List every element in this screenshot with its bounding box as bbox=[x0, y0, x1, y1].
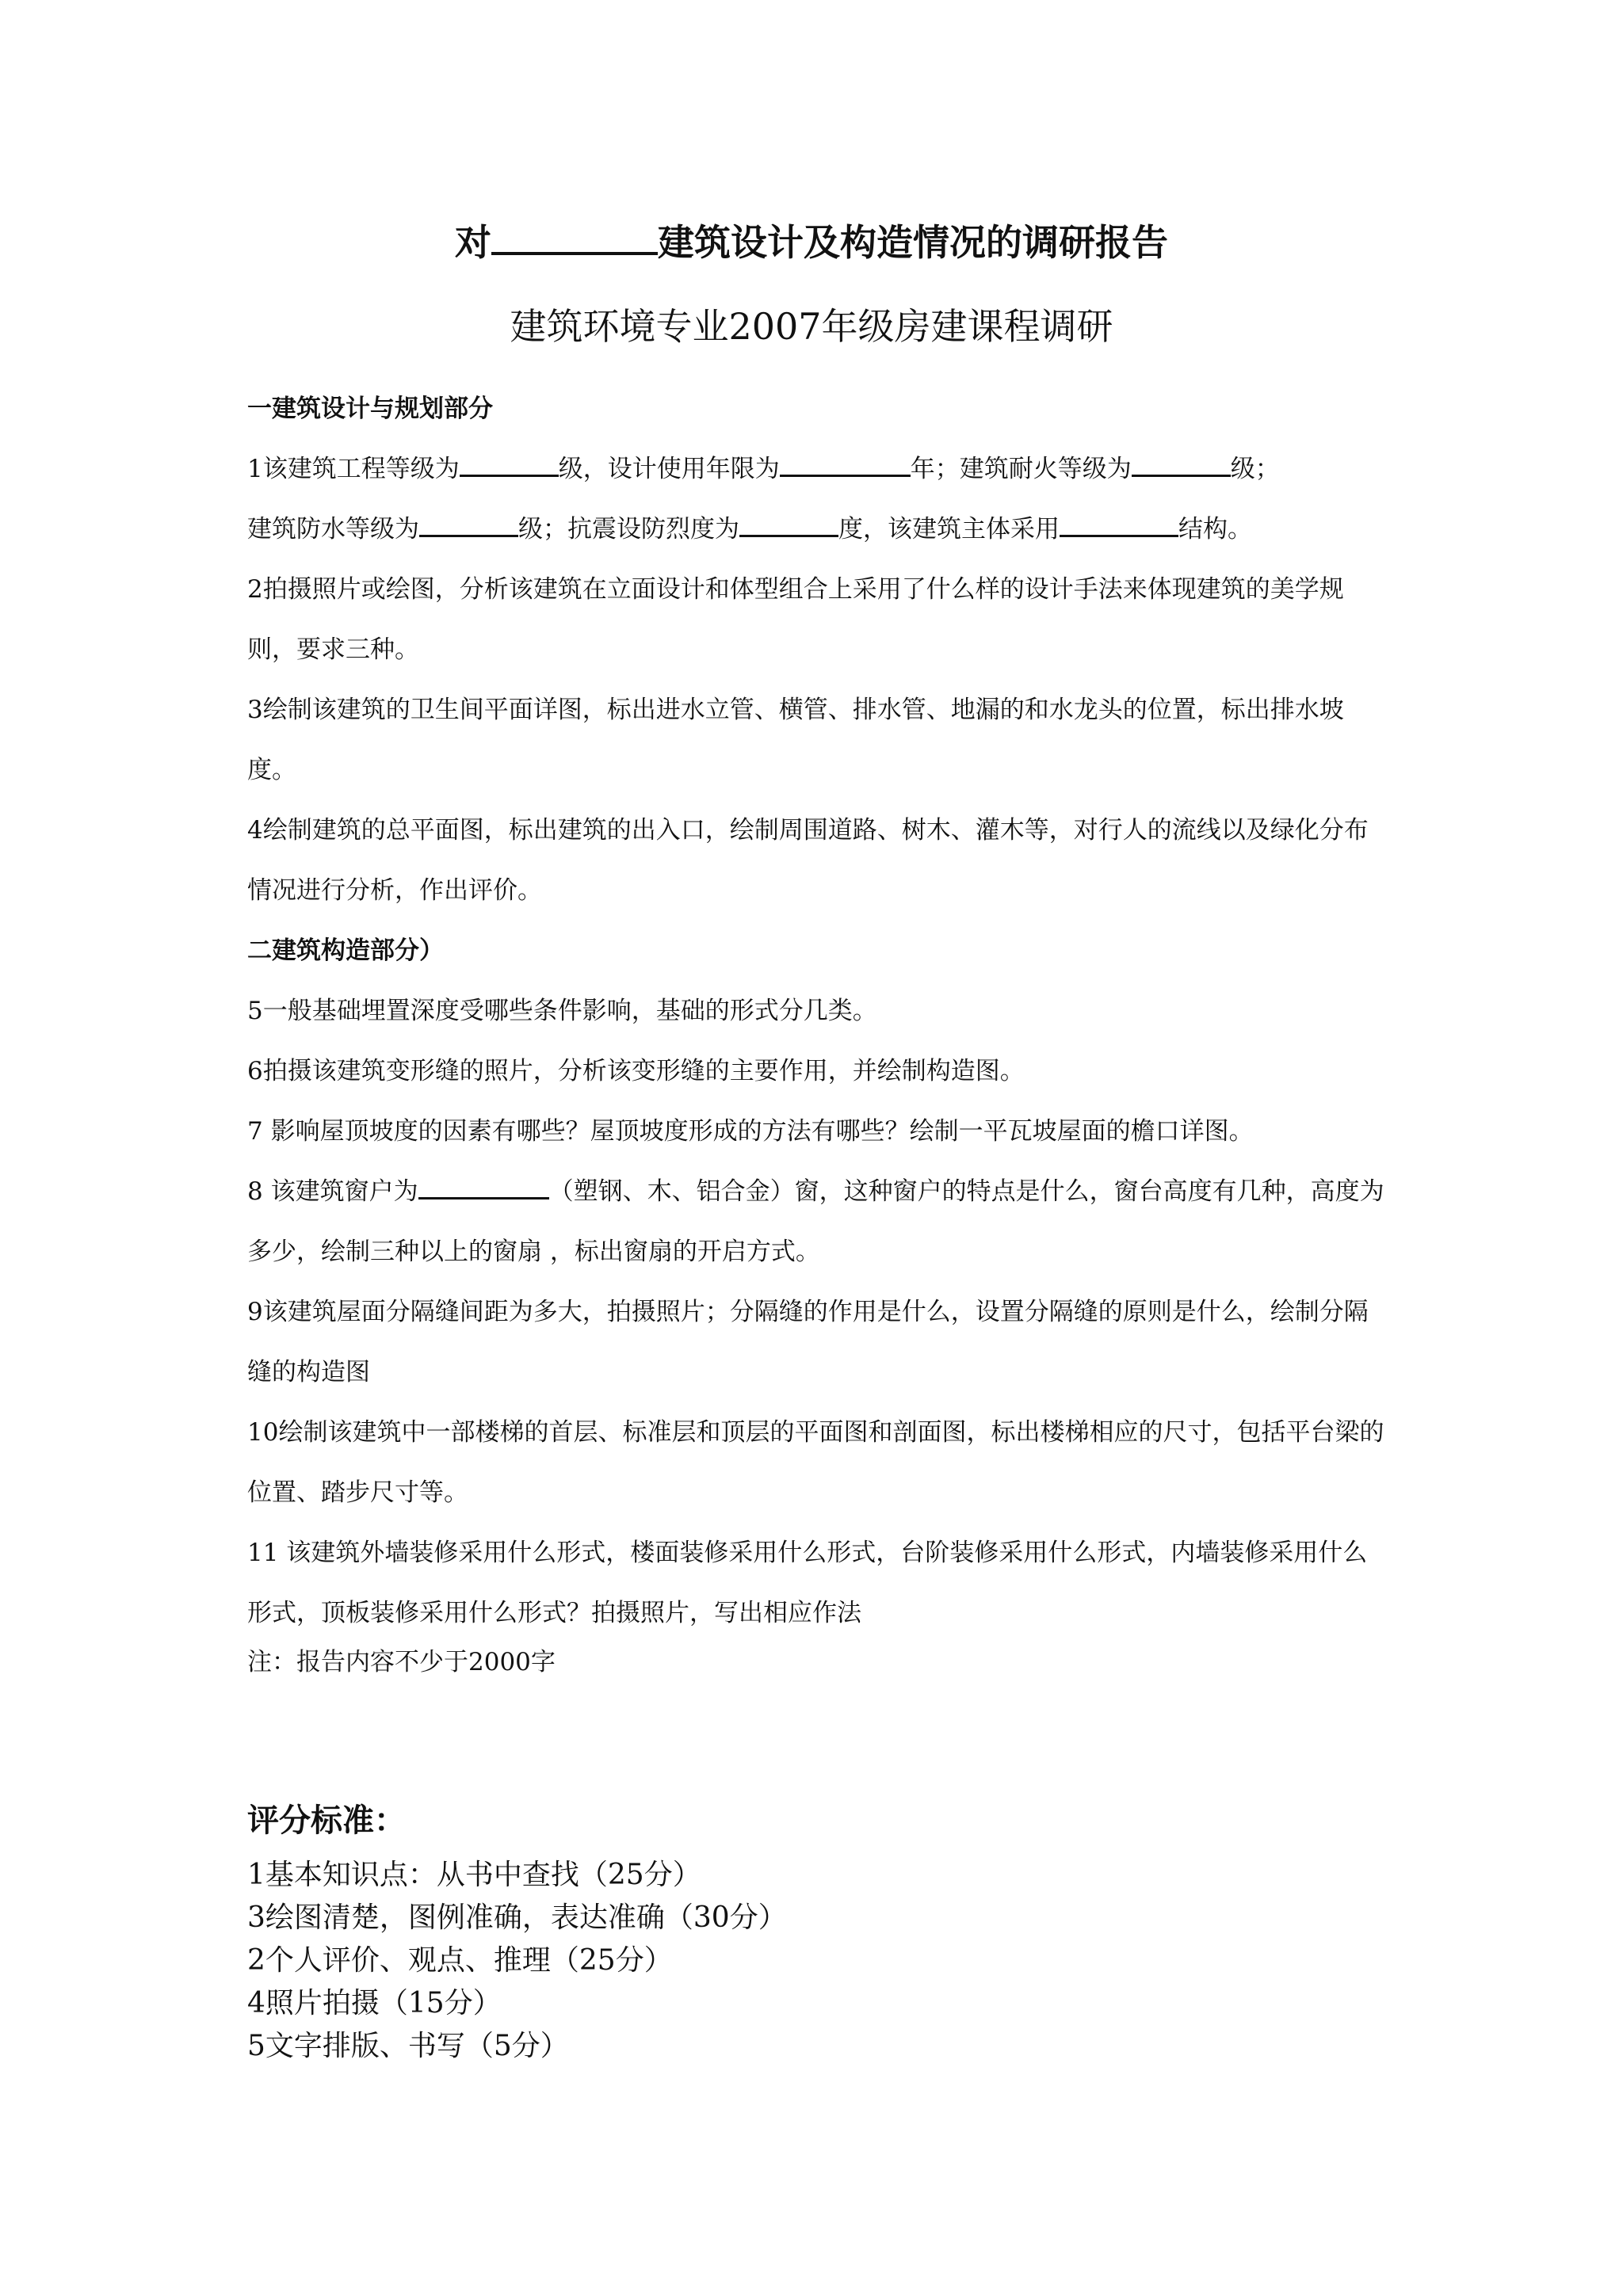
question-4: 4绘制建筑的总平面图，标出建筑的出入口，绘制周围道路、树木、灌木等，对行人的流线以及绿化分布情况进行分析，作出评价。 bbox=[247, 816, 1369, 905]
blank-waterproof-grade bbox=[419, 509, 518, 537]
q1-text-6: 级；抗震设防烈度为 bbox=[518, 515, 739, 543]
question-11: 11 该建筑外墙装修采用什么形式，楼面装修采用什么形式，台阶装修采用什么形式，内墙装修采用什么形式，顶板装修采用什么形式？拍摄照片，写出相应作法 bbox=[247, 1539, 1368, 1627]
report-subtitle: 建筑环境专业2007年级房建课程调研 bbox=[510, 305, 1113, 348]
blank-window-type bbox=[418, 1171, 549, 1199]
q1-text-7: 度，该建筑主体采用 bbox=[838, 515, 1060, 543]
question-1-line-1 bbox=[247, 439, 1388, 499]
title-suffix: 建筑设计及构造情况的调研报告 bbox=[658, 221, 1168, 264]
criteria-item: 2个人评价、观点、推理（25分） bbox=[247, 1944, 673, 1977]
report-title bbox=[0, 211, 1623, 274]
q1-text-1: 1该建筑工程等级为 bbox=[247, 455, 460, 483]
question-1-line-2 bbox=[247, 499, 1388, 559]
q1-text-8: 结构。 bbox=[1178, 515, 1252, 543]
question-7: 7 影响屋顶坡度的因素有哪些？屋顶坡度形成的方法有哪些？绘制一平瓦坡屋面的檐口详图。 bbox=[247, 1117, 1254, 1146]
question-3: 3绘制该建筑的卫生间平面详图，标出进水立管、横管、排水管、地漏的和水龙头的位置，标出排水坡度。 bbox=[247, 696, 1344, 784]
criteria-item: 5文字排版、书写（5分） bbox=[247, 2030, 569, 2062]
question-10: 10绘制该建筑中一部楼梯的首层、标准层和顶层的平面图和剖面图，标出楼梯相应的尺寸，包括平台梁的位置、踏步尺寸等。 bbox=[247, 1418, 1384, 1507]
blank-engineering-grade bbox=[460, 448, 559, 477]
report-note: 注：报告内容不少于2000字 bbox=[247, 1648, 556, 1676]
q8-prefix: 8 该建筑窗户为 bbox=[247, 1177, 418, 1206]
criteria-item: 1基本知识点：从书中查找（25分） bbox=[247, 1859, 701, 1891]
q1-text-3: 年；建筑耐火等级为 bbox=[910, 455, 1132, 483]
title-blank bbox=[491, 214, 658, 255]
section1-heading: 一建筑设计与规划部分 bbox=[247, 395, 493, 423]
criteria-list bbox=[247, 1854, 787, 2068]
question-2: 2拍摄照片或绘图，分析该建筑在立面设计和体型组合上采用了什么样的设计手法来体现建筑的美学规则，要求三种。 bbox=[247, 575, 1344, 664]
question-8 bbox=[247, 1161, 1388, 1282]
blank-structure-type bbox=[1060, 509, 1178, 537]
criteria-heading: 评分标准： bbox=[247, 1802, 406, 1839]
section2-heading: 二建筑构造部分） bbox=[247, 936, 444, 965]
criteria-item: 3绘图清楚，图例准确，表达准确（30分） bbox=[247, 1901, 787, 1934]
q1-text-2: 级，设计使用年限为 bbox=[558, 455, 780, 483]
blank-fire-grade bbox=[1132, 448, 1231, 477]
blank-seismic-intensity bbox=[739, 509, 838, 537]
blank-service-life bbox=[780, 448, 911, 477]
q1-text-4: 级； bbox=[1230, 455, 1280, 483]
question-9: 9该建筑屋面分隔缝间距为多大，拍摄照片；分隔缝的作用是什么，设置分隔缝的原则是什么，绘制分隔缝的构造图 bbox=[247, 1298, 1369, 1386]
question-5: 5一般基础埋置深度受哪些条件影响，基础的形式分几类。 bbox=[247, 997, 877, 1025]
title-prefix: 对 bbox=[455, 221, 491, 264]
q8-suffix: （塑钢、木、铝合金）窗，这种窗户的特点是什么，窗台高度有几种，高度为多少，绘制三种以上的窗扇 ，标出窗扇的开启方式。 bbox=[247, 1177, 1384, 1266]
criteria-item: 4照片拍摄（15分） bbox=[247, 1987, 502, 2019]
question-6: 6拍摄该建筑变形缝的照片，分析该变形缝的主要作用，并绘制构造图。 bbox=[247, 1057, 1025, 1085]
section1 bbox=[247, 379, 1388, 1703]
q1-text-5: 建筑防水等级为 bbox=[247, 515, 419, 543]
